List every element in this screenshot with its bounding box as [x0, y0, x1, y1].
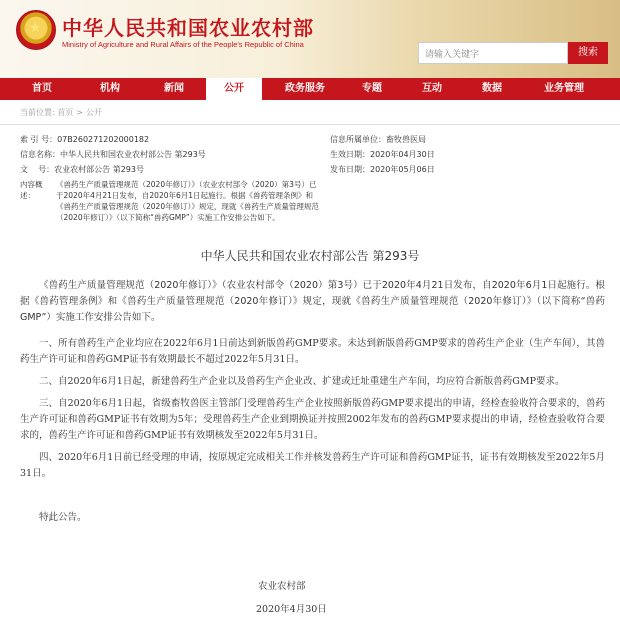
meta-org-key: 信息所属单位： — [330, 135, 386, 144]
meta-doc-key: 文 号： — [20, 165, 55, 174]
nav-item-home[interactable]: 首页 — [32, 83, 52, 94]
breadcrumb-home[interactable]: 首页 — [57, 108, 74, 117]
search-input[interactable]: 请输入关键字 — [418, 42, 568, 64]
nav-item-public[interactable]: 公开 — [206, 78, 262, 100]
search-button[interactable]: 搜索 — [568, 42, 608, 64]
nav-item-data[interactable]: 数据 — [482, 83, 502, 94]
nav-item-business[interactable]: 业务管理 — [544, 83, 584, 94]
meta-summary-key: 内容概述： — [20, 180, 43, 200]
site-subtitle: Ministry of Agriculture and Rural Affairs of the People's Republic of China — [62, 40, 304, 49]
site-header — [0, 0, 620, 78]
meta-publish-key: 发布日期： — [330, 165, 370, 174]
meta-name-value: 中华人民共和国农业农村部公告 第293号 — [60, 150, 206, 159]
document-date: 2020年4月30日 — [256, 604, 327, 615]
meta-effective-key: 生效日期： — [330, 150, 370, 159]
document-paragraph-1: 一、所有兽药生产企业均应在2022年6月1日前达到新版兽药GMP要求。未达到新版兽药GMP要求的兽药生产企业（生产车间），其兽药生产许可证和兽药GMP证书有效期最长不超过2022年5月31日。 — [20, 338, 605, 365]
meta-org — [330, 134, 426, 145]
nav-item-topics[interactable]: 专题 — [362, 83, 382, 94]
meta-doc-number — [20, 164, 144, 175]
breadcrumb-public[interactable]: 公开 — [85, 108, 102, 117]
meta-publish-value: 2020年05月06日 — [370, 165, 435, 174]
main-nav — [0, 78, 620, 100]
meta-summary-value: 《兽药生产质量管理规范（2020年修订）》（农业农村部令（2020）第3号）已于2020年4月21日发布，自2020年6月1日起施行。根据《兽药管理条例》和《兽药生产质量管理规范（2020年修订）》规定，现就《兽药生产质量管理规范（2020年修订）》（以下简称“兽药GMP”）实施工作安排公告如下。 — [56, 180, 319, 222]
meta-org-value: 畜牧兽医局 — [386, 135, 426, 144]
document-paragraph-4: 四、2020年6月1日前已经受理的申请，按原规定完成相关工作并核发兽药生产许可证和兽药GMP证书，证书有效期核发至2022年5月31日。 — [20, 452, 605, 479]
document-intro: 《兽药生产质量管理规范（2020年修订）》（农业农村部令（2020）第3号）已于2020年4月21日发布，自2020年6月1日起施行。根据《兽药管理条例》和《兽药生产质量管理规范（2020年修订）》规定，现就《兽药生产质量管理规范（2020年修订）》（以下简称“兽药GMP”）实施工作安排公告如下。 — [20, 280, 605, 323]
meta-publish-date — [330, 164, 435, 175]
star-icon: ★ — [29, 20, 42, 36]
nav-item-gov-services[interactable]: 政务服务 — [285, 83, 325, 94]
site-title[interactable]: 中华人民共和国农业农村部 — [62, 16, 314, 40]
breadcrumb-label: 当前位置: — [20, 108, 55, 117]
nav-item-interaction[interactable]: 互动 — [422, 83, 442, 94]
meta-effective-value: 2020年04月30日 — [370, 150, 435, 159]
document-paragraph-2: 二、自2020年6月1日起，新建兽药生产企业以及兽药生产企业改、扩建或迁址重建生产车间，均应符合新版兽药GMP要求。 — [39, 376, 565, 387]
meta-index-value: 07B260271202000182 — [57, 135, 150, 144]
nav-item-institutions[interactable]: 机构 — [100, 83, 120, 94]
meta-summary — [20, 179, 320, 223]
meta-effective-date — [330, 149, 435, 160]
breadcrumb-separator: > — [76, 108, 83, 117]
document-closing: 特此公告。 — [39, 512, 87, 523]
meta-index — [20, 134, 149, 145]
meta-index-key: 索 引 号： — [20, 135, 58, 144]
document-signer: 农业农村部 — [258, 581, 306, 592]
meta-name-key: 信息名称： — [20, 150, 60, 159]
document-paragraph-3: 三、自2020年6月1日起，省级畜牧兽医主管部门受理兽药生产企业按照新版兽药GMP要求提出的申请，经检查验收符合要求的，兽药生产许可证和兽药GMP证书有效期为5年；受理兽药生产企业到期换证并按照2002年发布的兽药GMP要求提出的申请，经检查验收符合要求的，兽药生产许可证和兽药GMP证书有效期核发至2022年5月31日。 — [20, 398, 605, 441]
document-title: 中华人民共和国农业农村部公告 第293号 — [200, 249, 420, 263]
nav-item-news[interactable]: 新闻 — [164, 83, 184, 94]
breadcrumb — [20, 107, 102, 118]
divider — [0, 124, 620, 125]
meta-doc-value: 农业农村部公告 第293号 — [54, 165, 144, 174]
national-emblem-icon — [16, 10, 56, 50]
meta-name — [20, 149, 206, 160]
